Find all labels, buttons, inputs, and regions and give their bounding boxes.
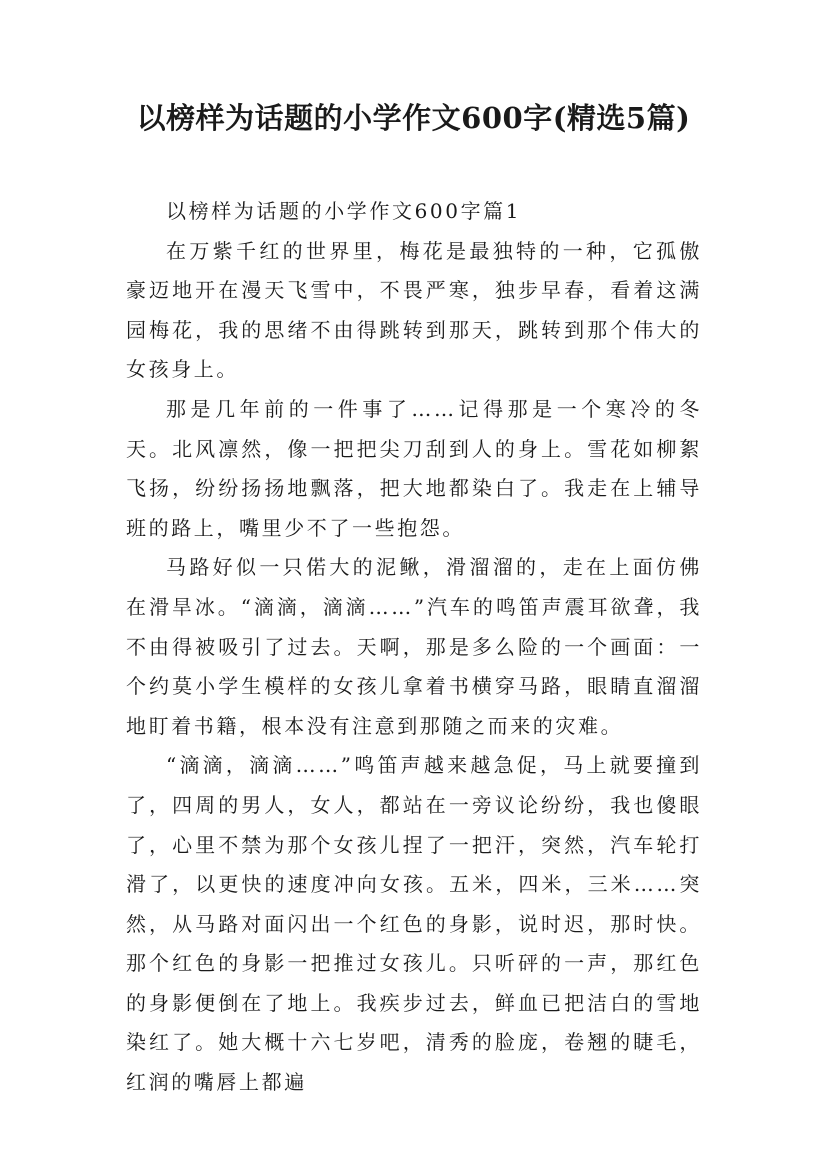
paragraph: “滴滴，滴滴……”鸣笛声越来越急促，马上就要撞到了，四周的男人，女人，都站在一旁议论纷纷，我也傻眼了，心里不禁为那个女孩儿捏了一把汗，突然，汽车轮打滑了，以更快的速度冲向女孩。五米，四米，三米……突然，从马路对面闪出一个红色的身影，说时迟，那时快。那个红色的身影一把推过女孩儿。只听砰的一声，那红色的身影便倒在了地上。我疾步过去，鲜血已把洁白的雪地染红了。她大概十六七岁吧，清秀的脸庞，卷翘的睫毛，红润的嘴唇上都遍 xyxy=(126,753,702,1095)
page-title: 以榜样为话题的小学作文600字(精选5篇) xyxy=(136,101,691,135)
paragraph: 马路好似一只偌大的泥鳅，滑溜溜的，走在上面仿佛在滑旱冰。“滴滴，滴滴……”汽车的鸣笛声震耳欲聋，我不由得被吸引了过去。天啊，那是多么险的一个画面：一个约莫小学生模样的女孩儿拿着书横穿马路，眼睛直溜溜地盯着书籍，根本没有注意到那随之而来的灾难。 xyxy=(126,555,702,738)
paragraph: 在万紫千红的世界里，梅花是最独特的一种，它孤傲豪迈地开在漫天飞雪中，不畏严寒，独步早春，看着这满园梅花，我的思绪不由得跳转到那天，跳转到那个伟大的女孩身上。 xyxy=(126,238,702,382)
article-body xyxy=(126,192,702,1103)
section-heading: 以榜样为话题的小学作文600字篇1 xyxy=(166,199,522,223)
paragraph: 那是几年前的一件事了……记得那是一个寒冷的冬天。北风凛然，像一把把尖刀刮到人的身上。雪花如柳絮飞扬，纷纷扬扬地飘落，把大地都染白了。我走在上辅导班的路上，嘴里少不了一些抱怨。 xyxy=(126,396,702,540)
